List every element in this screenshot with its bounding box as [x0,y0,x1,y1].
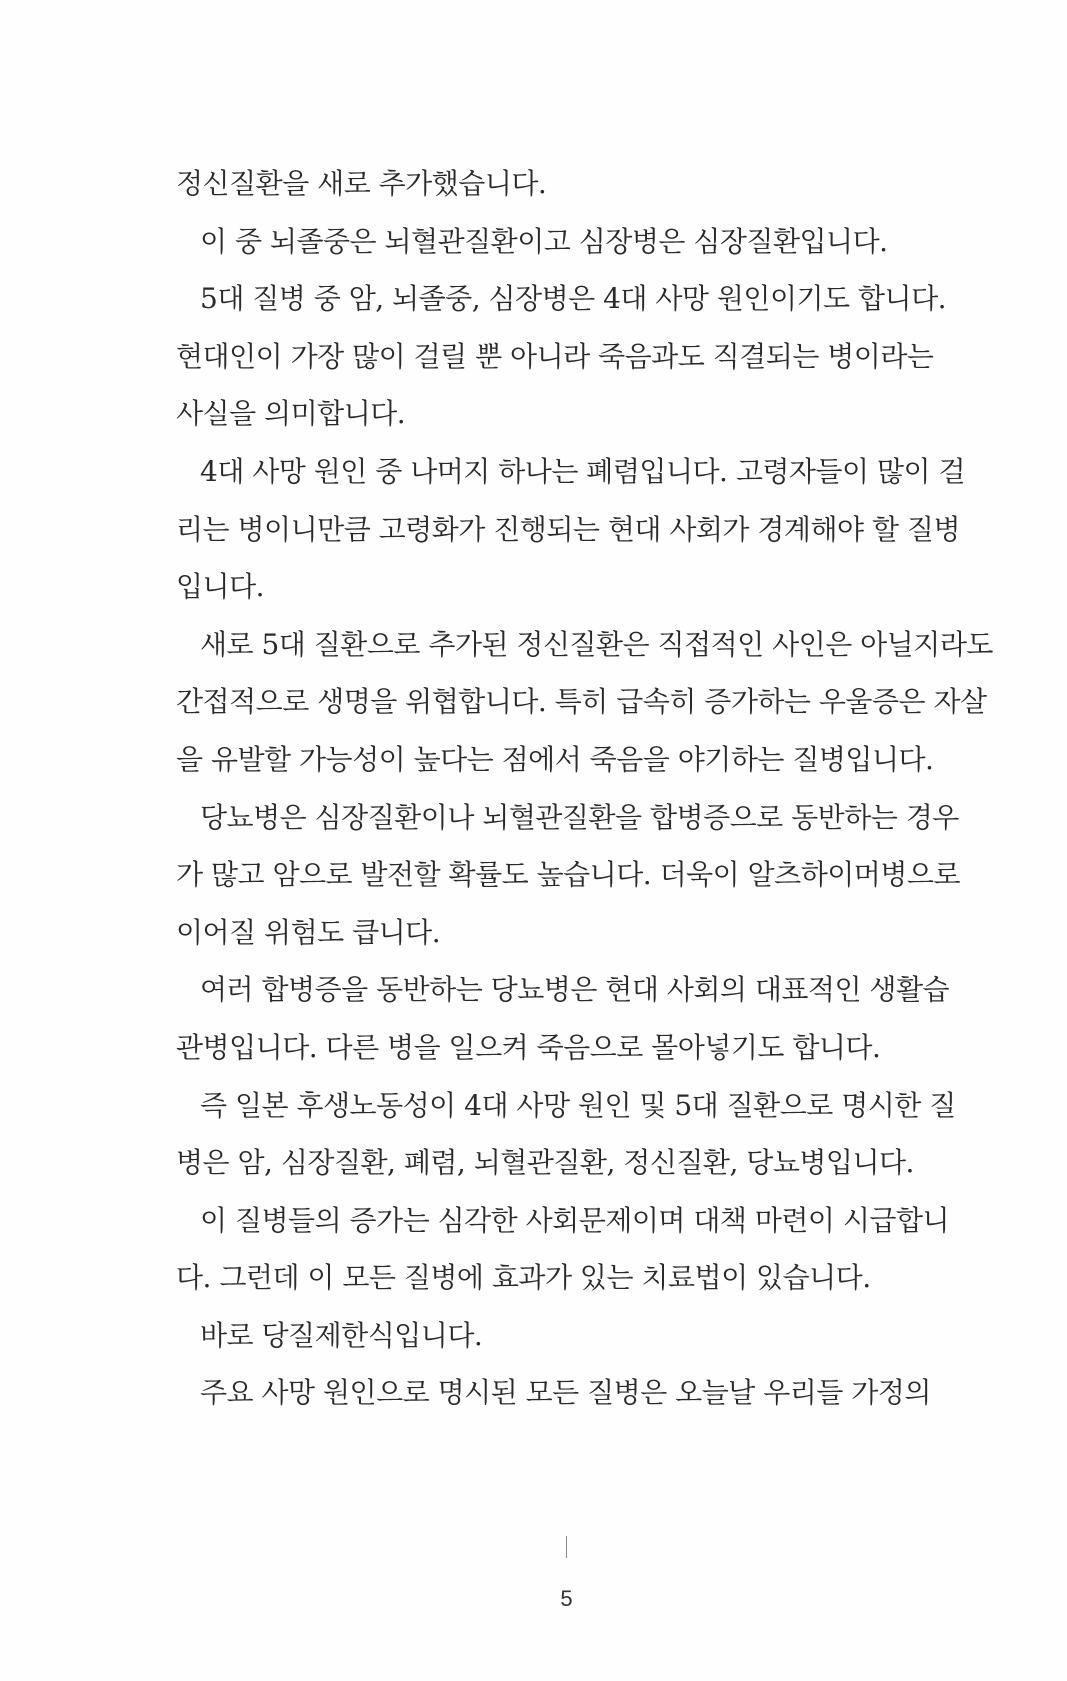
text-line: 이어질 위험도 큽니다. [176,915,441,949]
text-line: 바로 당질제한식입니다. [200,1318,483,1352]
text-line: 가 많고 암으로 발전할 확률도 높습니다. 더욱이 알츠하이머병으로 [176,858,961,892]
page-number: 5 [560,1586,573,1611]
folio-divider [566,1536,567,1558]
text-line: 이 중 뇌졸중은 뇌혈관질환이고 심장병은 심장질환입니다. [200,224,888,258]
text-line: 리는 병이니만큼 고령화가 진행되는 현대 사회가 경계해야 할 질병 [176,512,961,546]
text-line: 즉 일본 후생노동성이 4대 사망 원인 및 5대 질환으로 명시한 질 [200,1088,956,1122]
body-text [176,155,993,1422]
text-line: 병은 암, 심장질환, 폐렴, 뇌혈관질환, 정신질환, 당뇨병입니다. [176,1146,914,1180]
text-line: 간접적으로 생명을 위협합니다. 특히 급속히 증가하는 우울증은 자살 [176,685,987,719]
text-line: 관병입니다. 다른 병을 일으켜 죽음으로 몰아넣기도 합니다. [176,1030,881,1064]
text-line: 사실을 의미합니다. [176,397,406,431]
text-line: 주요 사망 원인으로 명시된 모든 질병은 오늘날 우리들 가정의 [200,1376,931,1410]
text-line: 5대 질병 중 암, 뇌졸중, 심장병은 4대 사망 원인이기도 합니다. [200,282,947,316]
text-line: 정신질환을 새로 추가했습니다. [176,167,547,200]
text-line: 당뇨병은 심장질환이나 뇌혈관질환을 합병증으로 동반하는 경우 [200,800,959,834]
text-line: 을 유발할 가능성이 높다는 점에서 죽음을 야기하는 질병입니다. [176,742,934,776]
text-line: 새로 5대 질환으로 추가된 정신질환은 직접적인 사인은 아닐지라도 [200,627,993,661]
text-line: 4대 사망 원인 중 나머지 하나는 폐렴입니다. 고령자들이 많이 걸 [200,454,966,488]
text-line: 입니다. [176,570,265,604]
text-line: 여러 합병증을 동반하는 당뇨병은 현대 사회의 대표적인 생활습 [200,973,950,1007]
text-line: 다. 그런데 이 모든 질병에 효과가 있는 치료법이 있습니다. [176,1261,871,1295]
text-line: 현대인이 가장 많이 걸릴 뿐 아니라 죽음과도 직결되는 병이라는 [176,339,934,373]
text-line: 이 질병들의 증가는 심각한 사회문제이며 대책 마련이 시급합니 [200,1203,950,1237]
